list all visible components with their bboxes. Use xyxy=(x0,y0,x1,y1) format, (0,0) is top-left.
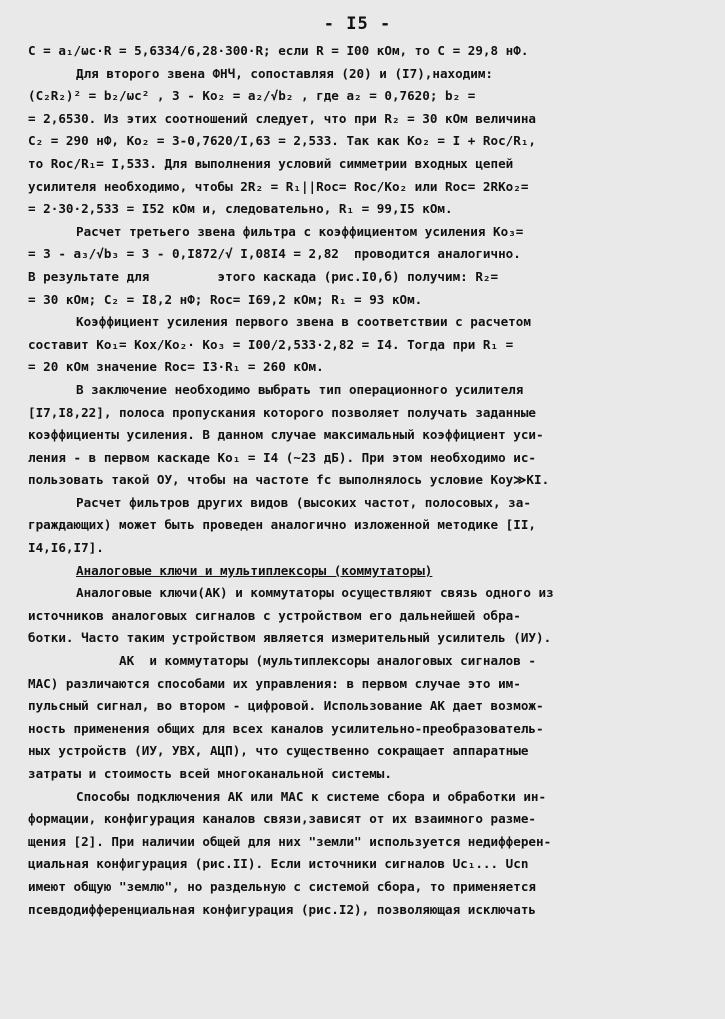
text-line: щения [2]. При наличии общей для них "земли" используется недифферен- xyxy=(28,833,552,849)
text-line: Расчет третьего звена фильтра с коэффициентом усиления Ko₃= xyxy=(76,223,524,239)
text-line: источников аналоговых сигналов с устройством его дальнейшей обра- xyxy=(28,607,521,623)
text-line: АК и коммутаторы (мультиплексоры аналоговых сигналов - xyxy=(28,653,536,669)
text-line: ботки. Часто таким устройством является измерительный усилитель (ИУ). xyxy=(28,630,552,646)
text-line: ность применения общих для всех каналов усилительно-преобразователь- xyxy=(28,720,544,736)
text-line: граждающих) может быть проведен аналогично изложенной методике [II, xyxy=(28,517,536,533)
text-line: псевдодифференциальная конфигурация (рис.I2), позволяющая исключать xyxy=(28,901,536,917)
text-line: Аналоговые ключи(АК) и коммутаторы осуществляют связь одного из xyxy=(76,585,554,601)
text-line: В результате для этого каскада (рис.I0,б) получим: R₂= xyxy=(28,268,499,284)
text-line: Расчет фильтров других видов (высоких частот, полосовых, за- xyxy=(76,494,531,510)
text-line: (C₂R₂)² = b₂/ωc² , 3 - Ko₂ = a₂/√b₂ , где a₂ = 0,7620; b₂ = xyxy=(28,88,476,104)
text-line: составит Ko₁= Kox/Ko₂· Ko₃ = I00/2,533·2,82 = I4. Тогда при R₁ = xyxy=(28,336,514,352)
text-line: циальная конфигурация (рис.II). Если источники сигналов Uc₁... Ucn xyxy=(28,856,529,872)
text-line: коэффициенты усиления. В данном случае максимальный коэффициент уси- xyxy=(28,427,544,443)
text-line: ления - в первом каскаде Ko₁ = I4 (~23 дБ). При этом необходимо ис- xyxy=(28,449,536,465)
text-line: усилителя необходимо, чтобы 2R₂ = R₁||Roc= Roc/Ko₂ или Roc= 2RKo₂= xyxy=(28,178,529,194)
text-line: имеют общую "землю", но раздельную с системой сбора, то применяется xyxy=(28,878,536,894)
text-line: = 2,6530. Из этих соотношений следует, что при R₂ = 30 кОм величина xyxy=(28,110,536,126)
text-body xyxy=(28,40,687,921)
text-line: = 30 кОм; C₂ = I8,2 нФ; Roc= I69,2 кОм; R₁ = 93 кОм. xyxy=(28,291,423,307)
text-line: В заключение необходимо выбрать тип операционного усилителя xyxy=(76,381,524,397)
text-line: C₂ = 290 нФ, Ko₂ = 3-0,7620/I,63 = 2,533. Так как Ko₂ = I + Roc/R₁, xyxy=(28,133,536,149)
text-line: = 2·30·2,533 = I52 кОм и, следовательно, R₁ = 99,I5 кОм. xyxy=(28,201,453,217)
text-line: затраты и стоимость всей многоканальной системы. xyxy=(28,766,392,781)
text-line: Для второго звена ФНЧ, сопоставляя (20) и (I7),находим: xyxy=(76,65,494,81)
text-line: = 20 кОм значение Roc= I3·R₁ = 260 кОм. xyxy=(28,359,324,375)
page-number: - I5 - xyxy=(323,14,392,34)
text-line: C = a₁/ωc·R = 5,6334/6,28·300·R; если R = I00 кОм, то C = 29,8 нФ. xyxy=(28,43,529,58)
text-line: пользовать такой ОУ, чтобы на частоте fc выполнялось условие Koy≫KI. xyxy=(28,472,550,488)
text-line xyxy=(28,560,687,583)
text-line: [I7,I8,22], полоса пропускания которого позволяет получать заданные xyxy=(28,404,536,420)
text-line: то Roc/R₁= I,533. Для выполнения условий симметрии входных цепей xyxy=(28,155,514,171)
text-line: Коэффициент усиления первого звена в соответствии с расчетом xyxy=(76,314,531,330)
text-line: формации, конфигурация каналов связи,зависят от их взаимного разме- xyxy=(28,811,536,827)
text-line: пульсный сигнал, во втором - цифровой. Использование АК дает возмож- xyxy=(28,698,544,714)
text-line: ных устройств (ИУ, УВХ, АЦП), что существенно сокращает аппаратные xyxy=(28,743,529,759)
text-line: Способы подключения АК или МАС к системе сбора и обработки ин- xyxy=(76,788,547,804)
section-heading: Аналоговые ключи и мультиплексоры (коммутаторы) xyxy=(76,562,433,578)
text-line: I4,I6,I7]. xyxy=(28,540,104,556)
text-line: = 3 - a₃/√b₃ = 3 - 0,I872/√ I,08I4 = 2,82 проводится аналогично. xyxy=(28,246,521,262)
text-line: МАС) различаются способами их управления: в первом случае это им- xyxy=(28,675,521,691)
